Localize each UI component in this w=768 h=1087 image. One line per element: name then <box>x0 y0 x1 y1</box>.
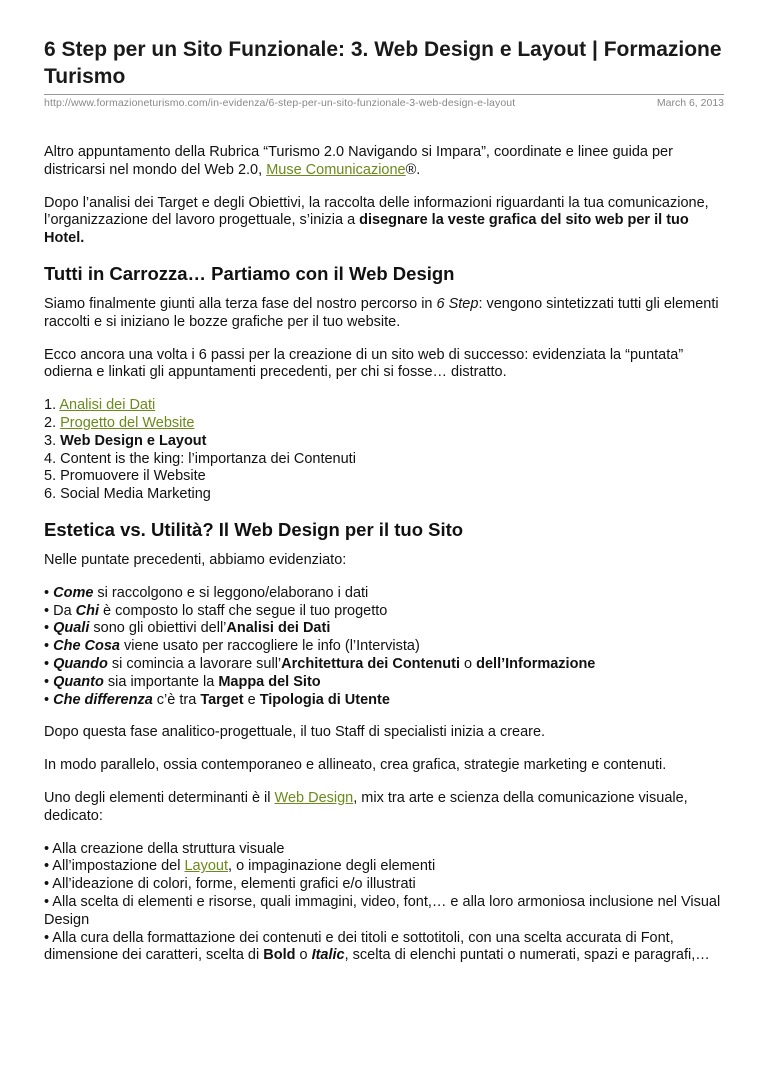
list-item: • Quanto sia importante la Mappa del Sito <box>44 673 321 690</box>
steps-list <box>44 397 724 504</box>
list-item: • Come si raccolgono e si leggono/elaborano i dati <box>44 584 369 601</box>
section-heading-1: Tutti in Carrozza… Partiamo con il Web Design <box>44 262 455 284</box>
intro-paragraph-2: Dopo l’analisi dei Target e degli Obiettivi, la raccolta delle informazioni riguardanti la tua comunicazione, l’organizzazione del lavoro progettuale, s’inizia a disegnare la veste grafica del sito web per il tuo Hotel. <box>44 194 709 247</box>
list-item: • Alla cura della formattazione dei contenuti e dei titoli e sottotitoli, con una scelta accurata di Font, dimensione dei caratteri, scelta di Bold o Italic, scelta di elenchi puntati o numerati, spazi e paragrafi,… <box>44 929 710 964</box>
layout-link[interactable]: Layout <box>184 858 229 875</box>
intro-paragraph-1: Altro appuntamento della Rubrica “Turismo 2.0 Navigando si Impara”, coordinate e linee guida per districarsi nel mondo del Web 2.0, Muse Comunicazione®. <box>44 144 673 178</box>
section2-paragraph-3: In modo parallelo, ossia contemporaneo e allineato, crea grafica, strategie marketing e contenuti. <box>44 757 667 774</box>
publish-date: March 6, 2013 <box>656 97 724 109</box>
list-item: 5. Promuovere il Website <box>44 468 206 485</box>
step-link-analisi-dati[interactable]: Analisi dei Dati <box>59 397 156 414</box>
list-item: • Alla scelta di elementi e risorse, quali immagini, video, font,… e alla loro armoniosa inclusione nel Visual Design <box>44 893 721 928</box>
article-body <box>44 144 724 965</box>
muse-comunicazione-link[interactable]: Muse Comunicazione <box>266 161 406 178</box>
page-title: 6 Step per un Sito Funzionale: 3. Web Design e Layout | Formazione Turismo <box>44 38 722 88</box>
recap-list <box>44 585 724 710</box>
list-item: 1. Analisi dei Dati <box>44 397 156 414</box>
list-item: • Quando si comincia a lavorare sull’Architettura dei Contenuti o dell’Informazione <box>44 655 596 672</box>
web-design-link[interactable]: Web Design <box>274 789 354 806</box>
list-item: • All’ideazione di colori, forme, elementi grafici e/o illustrati <box>44 876 416 893</box>
list-item: • Che Cosa viene usato per raccogliere le info (l’Intervista) <box>44 638 420 655</box>
section-heading-2: Estetica vs. Utilità? Il Web Design per il tuo Sito <box>44 518 464 540</box>
source-url: http://www.formazioneturismo.com/in-evidenza/6-step-per-un-sito-funzionale-3-web-design-e-layout <box>44 97 516 109</box>
list-item: 2. Progetto del Website <box>44 414 195 431</box>
section1-paragraph-2: Ecco ancora una volta i 6 passi per la creazione di un sito web di successo: evidenziata la “puntata” odierna e linkati gli appuntamenti precedenti, per chi si fosse… distratto. <box>44 346 684 381</box>
list-item: • Da Chi è composto lo staff che segue il tuo progetto <box>44 602 388 619</box>
step-link-progetto-website[interactable]: Progetto del Website <box>60 414 195 431</box>
list-item: • Quali sono gli obiettivi dell’Analisi dei Dati <box>44 620 331 637</box>
web-design-list <box>44 841 724 966</box>
list-item: • Alla creazione della struttura visuale <box>44 840 285 857</box>
source-meta <box>44 94 724 109</box>
list-item: 3. Web Design e Layout <box>44 432 207 449</box>
section2-paragraph-2: Dopo questa fase analitico-progettuale, il tuo Staff di specialisti inizia a creare. <box>44 724 546 741</box>
section2-paragraph-4: Uno degli elementi determinanti è il Web Design, mix tra arte e scienza della comunicazione visuale, dedicato: <box>44 789 688 824</box>
list-item: • Che differenza c’è tra Target e Tipologia di Utente <box>44 691 390 708</box>
list-item: • All’impostazione del Layout, o impaginazione degli elementi <box>44 858 436 875</box>
section1-paragraph-1: Siamo finalmente giunti alla terza fase del nostro percorso in 6 Step: vengono sintetizzati tutti gli elementi raccolti e si iniziano le bozze grafiche per il tuo website. <box>44 295 719 330</box>
section2-paragraph-1: Nelle puntate precedenti, abbiamo evidenziato: <box>44 551 347 568</box>
list-item: 6. Social Media Marketing <box>44 486 211 503</box>
list-item: 4. Content is the king: l’importanza dei Contenuti <box>44 450 356 467</box>
